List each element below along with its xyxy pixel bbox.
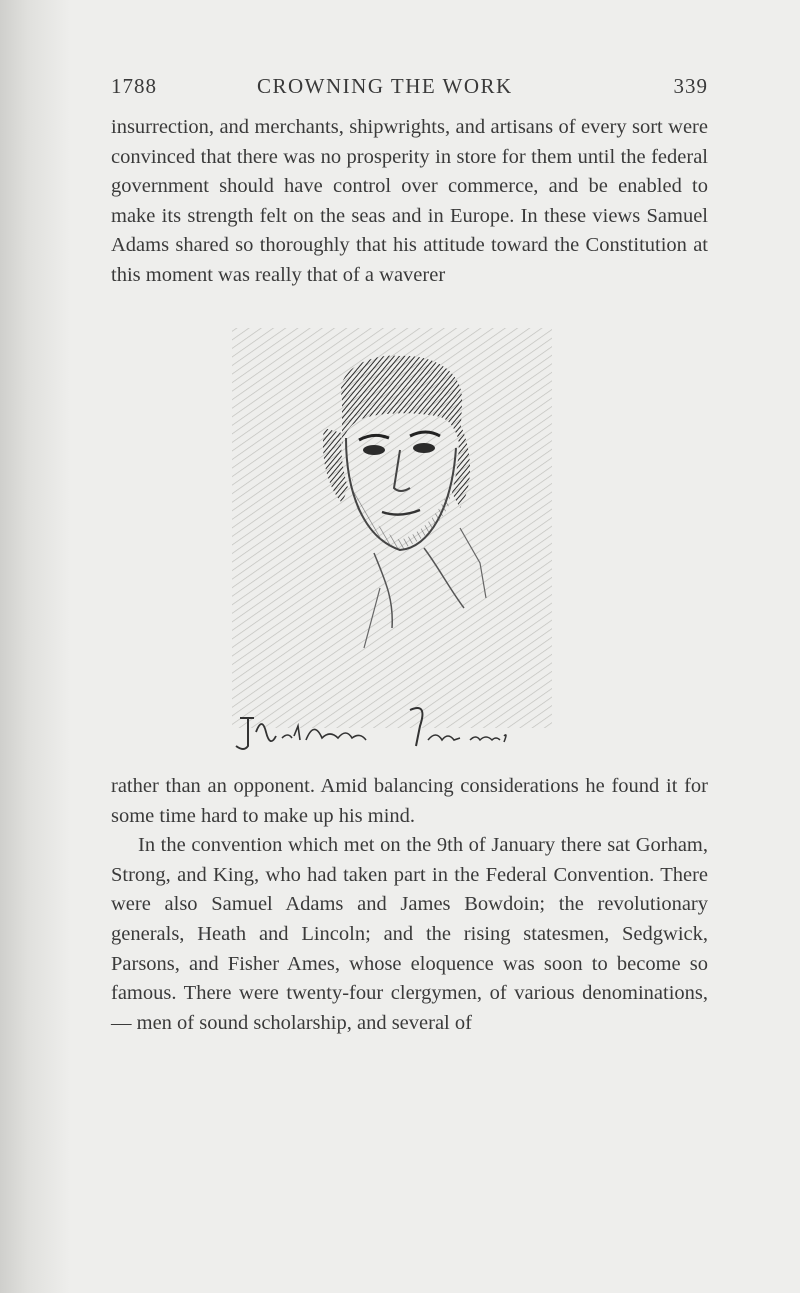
page-number: 339 <box>673 74 708 98</box>
paragraph: rather than an opponent. Amid balancing considerations he found it for some time hard to make up his mind. <box>111 775 708 827</box>
handwritten-signature-icon <box>214 680 574 760</box>
paragraph: In the convention which met on the 9th of January there sat Gorham, Strong, and King, who had taken part in the Federal Convention. There were also Samuel Adams and James Bowdoin; the revolutionary generals, Heath and Lincoln; and the rising statesmen, Sedgwick, Parsons, and Fisher Ames, whose eloquence was soon to become so famous. There were twenty-four clergymen, of various denominations, — men of sound scholarship, and several of <box>111 834 708 1034</box>
body-text-bottom <box>111 772 708 1038</box>
running-header <box>111 74 708 104</box>
paragraph: insurrection, and merchants, shipwrights, and artisans of every sort were convinced that there was no prosperity in store for them until the federal government should have control over commerce, and be enabled to make its strength felt on the seas and in Europe. In these views Samuel Adams shared so thoroughly that his attitude toward the Constitution at this moment was really that of a waverer <box>111 116 708 286</box>
body-text-top <box>111 113 708 291</box>
header-title: CROWNING THE WORK <box>257 74 513 98</box>
header-year: 1788 <box>111 74 157 98</box>
page-binding-shadow <box>0 0 70 1293</box>
